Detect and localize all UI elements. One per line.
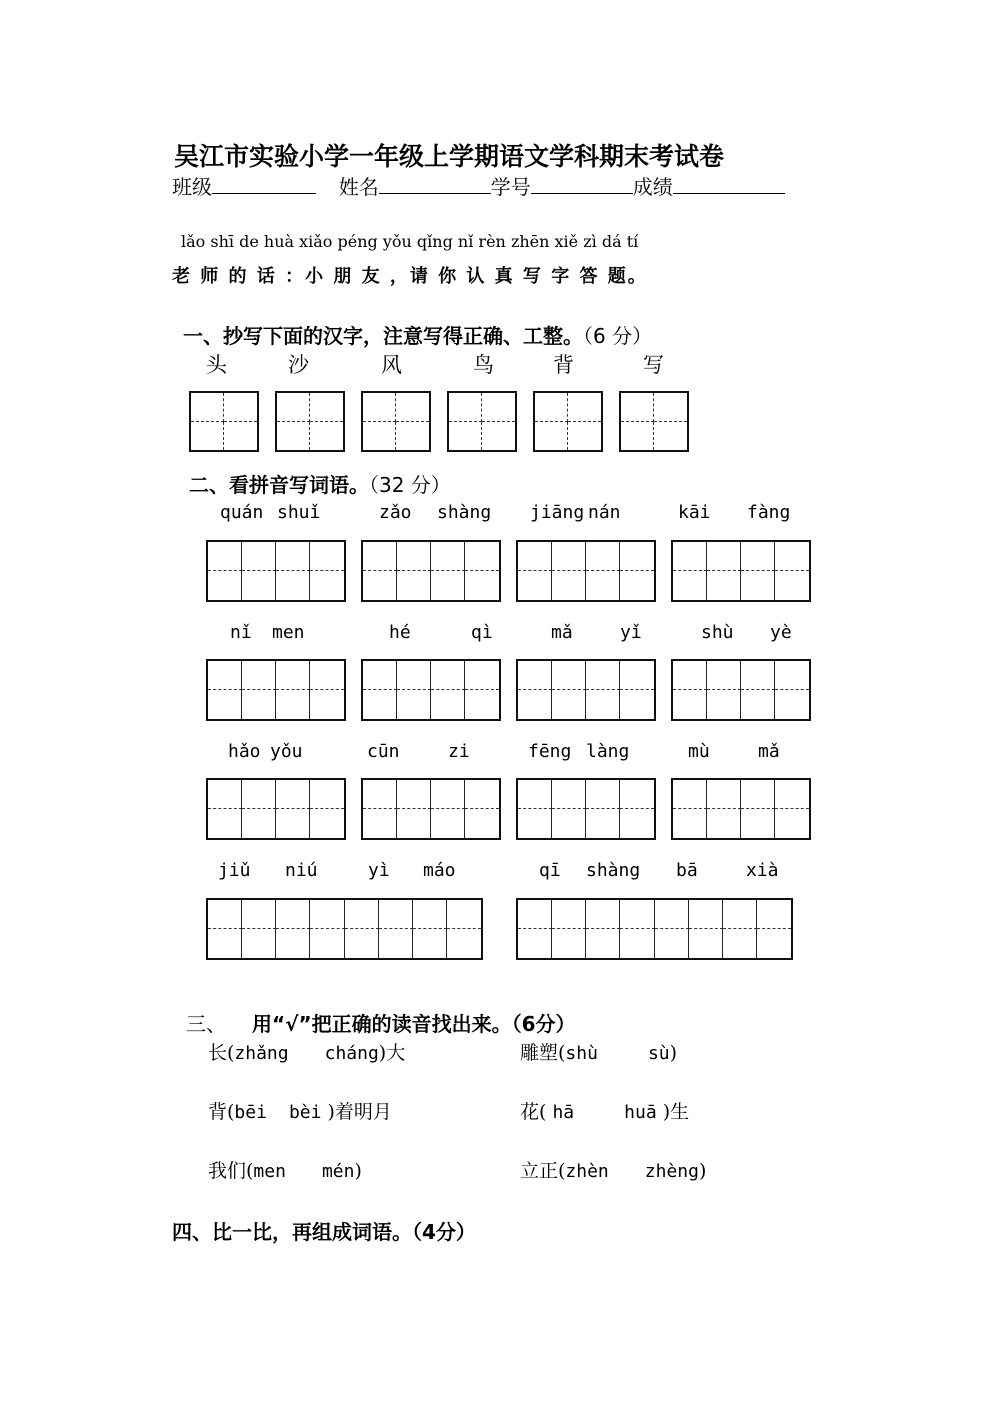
pinyin-r1-w4a: kāi: [678, 502, 711, 523]
pinyin-r3-w3b: làng: [586, 741, 630, 762]
copy-char-3: 风: [381, 353, 402, 377]
pinyin-r2-w1b: men: [272, 622, 305, 643]
writing-box-3[interactable]: [361, 391, 431, 452]
pinyin-r3-w1a: hǎo: [228, 741, 261, 762]
score-field[interactable]: [673, 175, 785, 194]
pinyin-r1-w3a: jiāng: [530, 502, 585, 523]
reading-item-4: 花( hā huā )生: [520, 1101, 690, 1123]
pinyin-r1-w1b: shuǐ: [277, 502, 321, 523]
copy-char-6: 写: [643, 353, 664, 377]
word-box-r4-right[interactable]: [516, 898, 793, 960]
writing-box-1[interactable]: [189, 391, 259, 452]
section1-score: （6 分）: [583, 324, 653, 348]
pinyin-r1-w4b: fàng: [747, 502, 791, 523]
word-box-r3-2[interactable]: [361, 778, 501, 840]
student-no-field[interactable]: [531, 175, 633, 194]
option-b[interactable]: cháng: [324, 1043, 379, 1064]
section3-number: 三、: [186, 1012, 226, 1036]
pinyin-r1-w1a: quán: [220, 502, 264, 523]
copy-char-5: 背: [553, 353, 574, 377]
writing-box-5[interactable]: [533, 391, 603, 452]
section2-heading-text: 二、看拼音写词语。: [189, 473, 369, 497]
copy-char-2: 沙: [288, 353, 309, 377]
option-b[interactable]: bèi: [288, 1102, 322, 1123]
section2-heading: [189, 469, 451, 498]
word-box-r1-3[interactable]: [516, 540, 656, 602]
section2-score: （32 分）: [369, 473, 451, 497]
section3-heading-text: 用“√”把正确的读音找出来。（6分）: [252, 1012, 576, 1036]
option-b[interactable]: sù: [647, 1043, 670, 1064]
pinyin-r2-w4b: yè: [770, 622, 792, 643]
exam-title: 吴江市实验小学一年级上学期语文学科期末考试卷: [174, 142, 725, 171]
writing-box-2[interactable]: [275, 391, 345, 452]
section3-heading: [186, 1008, 576, 1037]
class-label: 班级: [172, 175, 212, 199]
pinyin-r4-l1: jiǔ: [218, 860, 251, 881]
teacher-note-pinyin: lǎo shī de huà xiǎo péng yǒu qǐng nǐ rèn zhēn xiě zì dá tí: [181, 232, 639, 251]
pinyin-r2-w3a: mǎ: [551, 622, 573, 643]
section4-score: （4分）: [412, 1220, 476, 1244]
pinyin-r2-w2a: hé: [389, 622, 411, 643]
option-a[interactable]: bēi: [234, 1102, 267, 1123]
option-b[interactable]: zhèng: [644, 1161, 699, 1182]
word-box-r1-4[interactable]: [671, 540, 811, 602]
pinyin-r3-w3a: fēng: [528, 741, 572, 762]
option-a[interactable]: zhèn: [565, 1161, 609, 1182]
option-a[interactable]: shù: [565, 1043, 598, 1064]
student-no-label: 学号: [490, 175, 531, 199]
reading-item-5: 我们(men mén): [208, 1160, 362, 1182]
word-box-r3-4[interactable]: [671, 778, 811, 840]
option-a[interactable]: hā: [552, 1102, 575, 1123]
word-box-r1-2[interactable]: [361, 540, 501, 602]
pinyin-r4-r4: xià: [746, 860, 779, 881]
pinyin-r3-w1b: yǒu: [270, 741, 303, 762]
section4-heading-text: 四、比一比，再组成词语。: [172, 1220, 412, 1244]
option-a[interactable]: zhǎng: [234, 1043, 289, 1064]
score-label: 成绩: [632, 175, 673, 199]
pinyin-r3-w2a: cūn: [367, 741, 400, 762]
copy-char-4: 鸟: [473, 353, 494, 377]
pinyin-r2-w2b: qì: [471, 622, 493, 643]
word-box-r2-1[interactable]: [206, 659, 346, 721]
student-info-row: [172, 171, 785, 200]
teacher-note-text: 老 师 的 话 ：小 朋 友 ，请 你 认 真 写 字 答 题。: [172, 266, 648, 287]
word-box-r2-3[interactable]: [516, 659, 656, 721]
pinyin-r4-l3: yì: [368, 860, 390, 881]
writing-box-6[interactable]: [619, 391, 689, 452]
pinyin-r1-w3b: nán: [588, 502, 621, 523]
reading-item-3: 背(bēi bèi )着明月: [208, 1101, 392, 1123]
reading-item-1: 长(zhǎng cháng)大: [208, 1042, 406, 1064]
section1-heading: [183, 320, 652, 349]
copy-char-1: 头: [206, 353, 227, 377]
pinyin-r4-r3: bā: [676, 860, 698, 881]
pinyin-r3-w2b: zi: [448, 741, 470, 762]
pinyin-r2-w1a: nǐ: [230, 622, 252, 643]
option-a[interactable]: men: [253, 1161, 286, 1182]
name-field[interactable]: [379, 175, 491, 194]
pinyin-r4-r1: qī: [539, 860, 561, 881]
pinyin-r2-w3b: yǐ: [620, 622, 642, 643]
word-box-r2-2[interactable]: [361, 659, 501, 721]
pinyin-r2-w4a: shù: [701, 622, 734, 643]
reading-item-2: 雕塑(shù sù): [520, 1042, 678, 1064]
pinyin-r4-r2: shàng: [586, 860, 641, 881]
section1-heading-text: 一、抄写下面的汉字，注意写得正确、工整。: [183, 324, 583, 348]
option-b[interactable]: mén: [321, 1161, 355, 1182]
word-box-r4-left[interactable]: [206, 898, 483, 960]
pinyin-r3-w4b: mǎ: [758, 741, 780, 762]
reading-item-6: 立正(zhèn zhèng): [520, 1160, 707, 1182]
section4-heading: [172, 1216, 476, 1245]
pinyin-r1-w2a: zǎo: [379, 502, 412, 523]
pinyin-r4-l4: máo: [423, 860, 456, 881]
name-label: 姓名: [338, 175, 379, 199]
word-box-r3-3[interactable]: [516, 778, 656, 840]
word-box-r1-1[interactable]: [206, 540, 346, 602]
writing-box-4[interactable]: [447, 391, 517, 452]
pinyin-r4-l2: niú: [285, 860, 318, 881]
pinyin-r3-w4a: mù: [688, 741, 710, 762]
word-box-r3-1[interactable]: [206, 778, 346, 840]
option-b[interactable]: huā: [624, 1102, 657, 1123]
word-box-r2-4[interactable]: [671, 659, 811, 721]
class-field[interactable]: [212, 175, 316, 194]
pinyin-r1-w2b: shàng: [437, 502, 492, 523]
